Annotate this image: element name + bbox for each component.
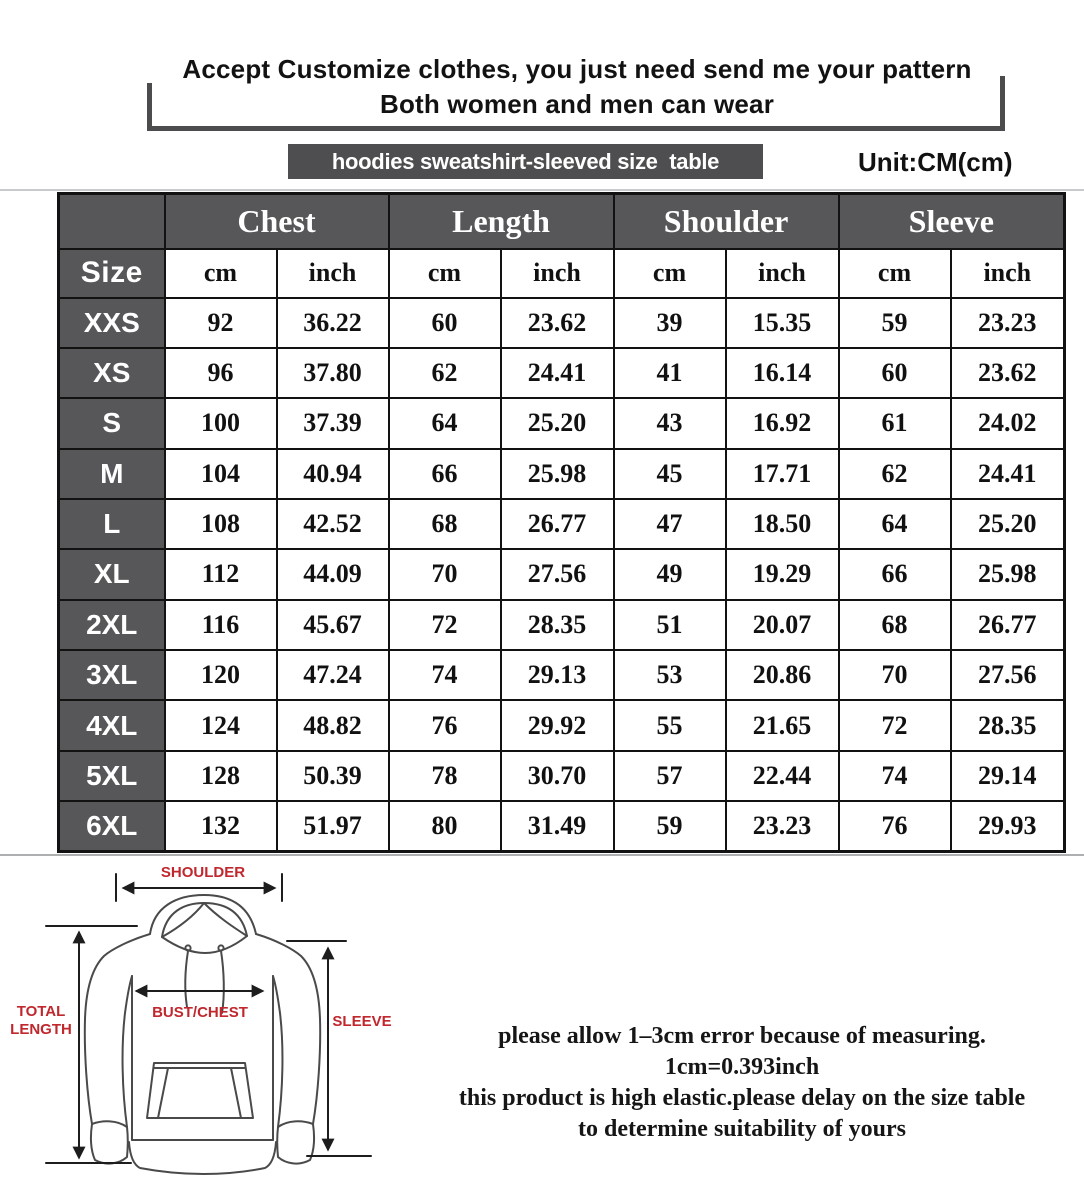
value-cell: 66: [839, 549, 951, 599]
title-bracket: [147, 76, 1005, 131]
table-row: [59, 801, 1065, 851]
note-line-2: 1cm=0.393inch: [664, 1054, 820, 1080]
value-cell: 40.94: [277, 449, 389, 499]
value-cell: 60: [389, 298, 501, 348]
value-cell: 29.14: [951, 751, 1065, 801]
value-cell: 62: [839, 449, 951, 499]
value-cell: 70: [389, 549, 501, 599]
row-label: 5XL: [59, 751, 165, 801]
group-header-length: Length: [389, 194, 614, 249]
value-cell: 18.50: [726, 499, 839, 549]
row-label: 4XL: [59, 700, 165, 750]
table-row: [59, 650, 1065, 700]
value-cell: 22.44: [726, 751, 839, 801]
sleeve-label: SLEEVE: [332, 1013, 392, 1030]
value-cell: 24.41: [501, 348, 614, 398]
table-row: [59, 398, 1065, 448]
group-header-row: [59, 194, 1065, 249]
value-cell: 23.23: [726, 801, 839, 851]
sleeve-arrow: [287, 941, 371, 1156]
value-cell: 23.62: [501, 298, 614, 348]
value-cell: 25.20: [951, 499, 1065, 549]
unit-header-row: [59, 249, 1065, 298]
value-cell: 74: [389, 650, 501, 700]
value-cell: 29.93: [951, 801, 1065, 851]
title-line-2: Both women and men can wear: [379, 89, 775, 119]
value-cell: 37.39: [277, 398, 389, 448]
value-cell: 53: [614, 650, 726, 700]
value-cell: 132: [165, 801, 277, 851]
value-cell: 66: [389, 449, 501, 499]
value-cell: 64: [839, 499, 951, 549]
value-cell: 120: [165, 650, 277, 700]
value-cell: 128: [165, 751, 277, 801]
value-cell: 116: [165, 600, 277, 650]
value-cell: 31.49: [501, 801, 614, 851]
value-cell: 29.13: [501, 650, 614, 700]
value-cell: 26.77: [501, 499, 614, 549]
value-cell: 60: [839, 348, 951, 398]
unit-label: Unit:CM(cm): [858, 147, 1013, 177]
value-cell: 39: [614, 298, 726, 348]
corner-cell: [59, 194, 165, 249]
value-cell: 100: [165, 398, 277, 448]
value-cell: 28.35: [501, 600, 614, 650]
row-label: XS: [59, 348, 165, 398]
value-cell: 19.29: [726, 549, 839, 599]
value-cell: 27.56: [501, 549, 614, 599]
bracket-right-wall: [1000, 76, 1005, 131]
value-cell: 25.98: [501, 449, 614, 499]
value-cell: 20.07: [726, 600, 839, 650]
value-cell: 45.67: [277, 600, 389, 650]
value-cell: 68: [839, 600, 951, 650]
unit-header: inch: [951, 249, 1065, 298]
row-label: XXS: [59, 298, 165, 348]
value-cell: 37.80: [277, 348, 389, 398]
row-label: 6XL: [59, 801, 165, 851]
value-cell: 30.70: [501, 751, 614, 801]
value-cell: 61: [839, 398, 951, 448]
note-line-1: please allow 1–3cm error because of measuring.: [498, 1023, 986, 1049]
value-cell: 41: [614, 348, 726, 398]
value-cell: 27.56: [951, 650, 1065, 700]
value-cell: 55: [614, 700, 726, 750]
total-length-label-line2: LENGTH: [10, 1021, 72, 1038]
value-cell: 57: [614, 751, 726, 801]
row-label: 3XL: [59, 650, 165, 700]
value-cell: 59: [614, 801, 726, 851]
table-title-banner: hoodies sweatshirt-sleeved size table: [288, 144, 763, 179]
measuring-notes: [400, 1021, 1084, 1145]
value-cell: 64: [389, 398, 501, 448]
value-cell: 76: [389, 700, 501, 750]
value-cell: 16.92: [726, 398, 839, 448]
row-label: 2XL: [59, 600, 165, 650]
value-cell: 44.09: [277, 549, 389, 599]
value-cell: 108: [165, 499, 277, 549]
title-line-1: Accept Customize clothes, you just need send me your pattern: [182, 54, 972, 84]
value-cell: 50.39: [277, 751, 389, 801]
value-cell: 112: [165, 549, 277, 599]
value-cell: 104: [165, 449, 277, 499]
unit-header: inch: [277, 249, 389, 298]
unit-header: cm: [839, 249, 951, 298]
unit-header: inch: [726, 249, 839, 298]
value-cell: 48.82: [277, 700, 389, 750]
bracket-left-wall: [147, 83, 152, 131]
unit-header: cm: [389, 249, 501, 298]
value-cell: 24.41: [951, 449, 1065, 499]
table-row: [59, 549, 1065, 599]
table-row: [59, 700, 1065, 750]
value-cell: 25.20: [501, 398, 614, 448]
shoulder-label: SHOULDER: [160, 864, 246, 881]
value-cell: 26.77: [951, 600, 1065, 650]
unit-header: cm: [165, 249, 277, 298]
value-cell: 59: [839, 298, 951, 348]
table-row: [59, 449, 1065, 499]
size-table: [57, 192, 1066, 853]
value-cell: 47: [614, 499, 726, 549]
bust-chest-label: BUST/CHEST: [152, 1004, 248, 1021]
value-cell: 43: [614, 398, 726, 448]
table-row: [59, 751, 1065, 801]
value-cell: 15.35: [726, 298, 839, 348]
value-cell: 25.98: [951, 549, 1065, 599]
table-row: [59, 600, 1065, 650]
row-label: XL: [59, 549, 165, 599]
value-cell: 72: [839, 700, 951, 750]
value-cell: 29.92: [501, 700, 614, 750]
value-cell: 42.52: [277, 499, 389, 549]
value-cell: 24.02: [951, 398, 1065, 448]
value-cell: 45: [614, 449, 726, 499]
hairline-top: [0, 189, 1084, 191]
value-cell: 96: [165, 348, 277, 398]
value-cell: 78: [389, 751, 501, 801]
bracket-bottom-bar: [147, 126, 1005, 131]
unit-header: inch: [501, 249, 614, 298]
value-cell: 74: [839, 751, 951, 801]
value-cell: 49: [614, 549, 726, 599]
hoodie-outline: [85, 895, 320, 1174]
row-label: L: [59, 499, 165, 549]
value-cell: 23.62: [951, 348, 1065, 398]
value-cell: 72: [389, 600, 501, 650]
value-cell: 62: [389, 348, 501, 398]
value-cell: 47.24: [277, 650, 389, 700]
value-cell: 68: [389, 499, 501, 549]
table-row: [59, 499, 1065, 549]
group-header-chest: Chest: [165, 194, 389, 249]
value-cell: 20.86: [726, 650, 839, 700]
row-label: M: [59, 449, 165, 499]
note-line-4: to determine suitability of yours: [578, 1116, 906, 1142]
unit-header: cm: [614, 249, 726, 298]
value-cell: 36.22: [277, 298, 389, 348]
row-label: S: [59, 398, 165, 448]
value-cell: 23.23: [951, 298, 1065, 348]
size-header-cell: Size: [59, 249, 165, 298]
group-header-shoulder: Shoulder: [614, 194, 839, 249]
value-cell: 28.35: [951, 700, 1065, 750]
table-row: [59, 348, 1065, 398]
value-cell: 51.97: [277, 801, 389, 851]
value-cell: 21.65: [726, 700, 839, 750]
value-cell: 80: [389, 801, 501, 851]
value-cell: 70: [839, 650, 951, 700]
value-cell: 16.14: [726, 348, 839, 398]
table-row: [59, 298, 1065, 348]
value-cell: 92: [165, 298, 277, 348]
hoodie-diagram: [0, 855, 420, 1196]
value-cell: 124: [165, 700, 277, 750]
value-cell: 51: [614, 600, 726, 650]
value-cell: 17.71: [726, 449, 839, 499]
note-line-3: this product is high elastic.please delay on the size table: [458, 1085, 1026, 1111]
total-length-label-line1: TOTAL: [16, 1003, 66, 1020]
value-cell: 76: [839, 801, 951, 851]
group-header-sleeve: Sleeve: [839, 194, 1065, 249]
